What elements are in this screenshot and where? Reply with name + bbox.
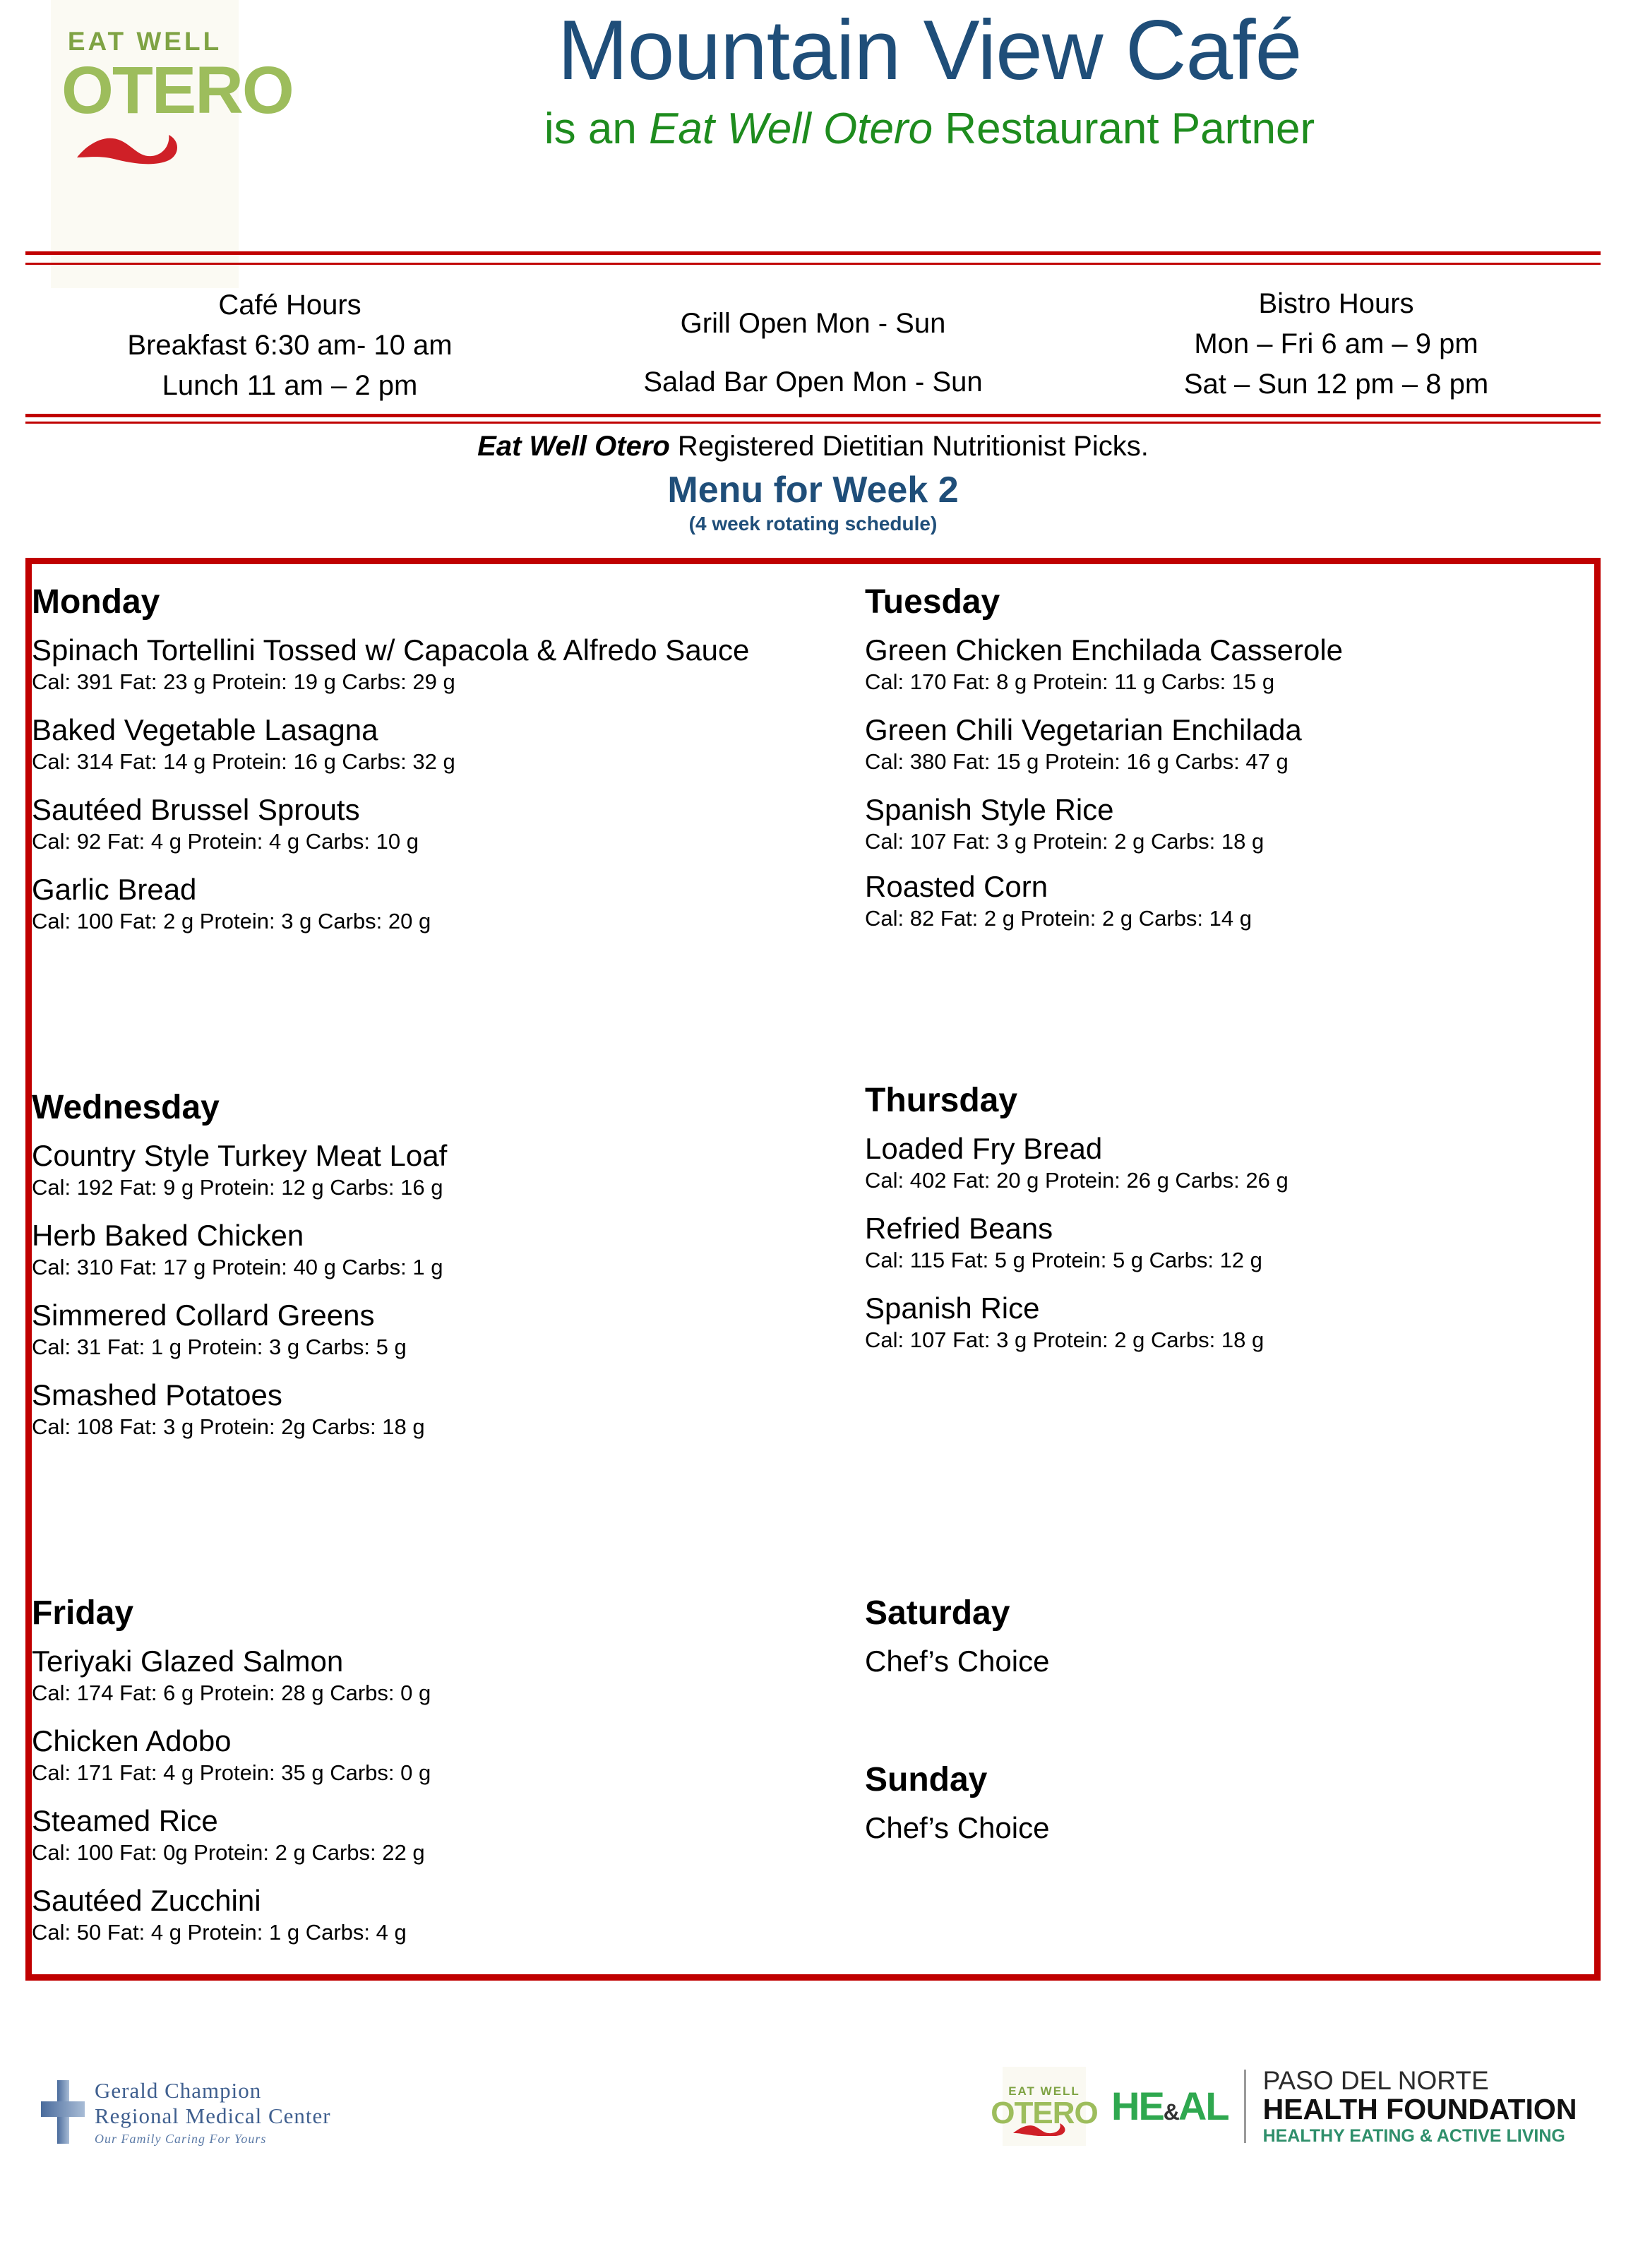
dish-nutrition: Cal: 171 Fat: 4 g Protein: 35 g Carbs: 0 g — [32, 1760, 431, 1785]
dish-name: Country Style Turkey Meat Loaf — [32, 1139, 448, 1172]
dish-nutrition: Cal: 108 Fat: 3 g Protein: 2g Carbs: 18 g — [32, 1414, 425, 1440]
ewo-small-eat-well: EAT WELL — [1008, 2084, 1080, 2098]
picks-rest: Registered Dietitian Nutritionist Picks. — [669, 431, 1149, 462]
day-block-monday — [32, 585, 749, 950]
cafe-hours-lunch: Lunch 11 am – 2 pm — [162, 369, 418, 401]
dish-nutrition: Cal: 402 Fat: 20 g Protein: 26 g Carbs: 26 g — [865, 1167, 1289, 1193]
logo-divider — [1244, 2070, 1246, 2143]
dish-nutrition: Cal: 192 Fat: 9 g Protein: 12 g Carbs: 16 g — [32, 1174, 443, 1200]
menu-item — [865, 1291, 1289, 1353]
dish-name: Spanish Rice — [865, 1291, 1040, 1325]
menu-column-right — [865, 585, 1586, 1974]
dish-name: Spinach Tortellini Tossed w/ Capacola & Alfredo Sauce — [32, 633, 750, 667]
bistro-hours-weekend: Sat – Sun 12 pm – 8 pm — [1183, 368, 1489, 400]
logo-otero-text: OTERO — [61, 53, 293, 128]
gcrmc-line1: Gerald Champion — [95, 2078, 262, 2103]
menu-item — [32, 1645, 431, 1706]
menu-item — [865, 870, 1343, 931]
cafe-hours-title: Café Hours — [218, 290, 361, 321]
bistro-hours-block — [1075, 274, 1598, 415]
dish-nutrition: Cal: 391 Fat: 23 g Protein: 19 g Carbs: 29 g — [32, 669, 455, 694]
menu-panel — [25, 558, 1601, 1981]
chef-choice-sunday: Chef’s Choice — [865, 1811, 1050, 1844]
hours-divider-bottom — [25, 414, 1601, 417]
heal-al: AL — [1178, 2084, 1229, 2128]
dish-name: Baked Vegetable Lasagna — [32, 713, 378, 747]
grill-open-line: Grill Open Mon - Sun — [680, 308, 946, 339]
day-block-tuesday — [865, 585, 1343, 947]
gerald-champion-text — [95, 2078, 331, 2147]
pdn-line1: PASO DEL NORTE — [1262, 2065, 1489, 2095]
dish-nutrition: Cal: 310 Fat: 17 g Protein: 40 g Carbs: 1 g — [32, 1254, 443, 1279]
pdn-line3: HEALTHY EATING & ACTIVE LIVING — [1262, 2126, 1565, 2147]
dish-name: Refried Beans — [865, 1212, 1053, 1246]
chili-pepper-icon — [74, 122, 213, 165]
dish-nutrition: Cal: 92 Fat: 4 g Protein: 4 g Carbs: 10 g — [32, 829, 419, 854]
ewo-small-otero: OTERO — [991, 2095, 1098, 2130]
chili-pepper-small-icon — [1012, 2120, 1077, 2136]
dish-nutrition: Cal: 174 Fat: 6 g Protein: 28 g Carbs: 0 g — [32, 1680, 431, 1705]
day-title-wednesday: Wednesday — [32, 1089, 220, 1126]
subtitle-prefix: is an — [544, 105, 650, 153]
logo-otero-wrap — [61, 53, 293, 149]
menu-item — [865, 1212, 1289, 1273]
dish-name: Sautéed Zucchini — [32, 1884, 261, 1918]
dish-nutrition: Cal: 50 Fat: 4 g Protein: 1 g Carbs: 4 g — [32, 1920, 407, 1945]
day-title-tuesday: Tuesday — [865, 583, 1000, 621]
menu-heading — [0, 428, 1626, 535]
heal-he: HE — [1111, 2084, 1164, 2128]
menu-item — [32, 1804, 431, 1866]
gcrmc-line2: Regional Medical Center — [95, 2103, 331, 2128]
dish-name: Garlic Bread — [32, 873, 197, 907]
menu-item — [32, 1378, 447, 1440]
page-header — [0, 0, 1626, 246]
dish-name: Loaded Fry Bread — [865, 1132, 1103, 1165]
header-divider-top — [25, 251, 1601, 255]
dish-nutrition: Cal: 170 Fat: 8 g Protein: 11 g Carbs: 15 g — [865, 669, 1275, 694]
dietitian-picks-line — [0, 428, 1626, 465]
paso-del-norte-logo — [1263, 2067, 1577, 2145]
sponsor-logos — [991, 2065, 1577, 2147]
dish-nutrition: Cal: 107 Fat: 3 g Protein: 2 g Carbs: 18 g — [865, 1327, 1265, 1352]
page-title: Mountain View Café — [557, 3, 1302, 97]
day-block-sunday — [865, 1763, 1049, 1845]
day-title-saturday: Saturday — [865, 1594, 1010, 1632]
dish-name: Herb Baked Chicken — [32, 1219, 304, 1253]
menu-item — [32, 793, 749, 854]
dish-name: Green Chicken Enchilada Casserole — [865, 633, 1344, 667]
menu-item — [32, 873, 749, 934]
menu-item — [32, 633, 749, 695]
menu-item — [32, 713, 749, 775]
subtitle-brand: Eat Well Otero — [649, 105, 933, 153]
chef-choice-saturday: Chef’s Choice — [865, 1645, 1050, 1678]
day-block-friday — [32, 1596, 431, 1961]
partner-subtitle — [254, 103, 1605, 155]
hours-divider-bottom-thin — [25, 422, 1601, 424]
dish-name: Roasted Corn — [865, 870, 1048, 904]
dish-nutrition: Cal: 31 Fat: 1 g Protein: 3 g Carbs: 5 g — [32, 1335, 407, 1359]
day-title-sunday: Sunday — [865, 1761, 988, 1798]
menu-item — [32, 1299, 447, 1360]
eat-well-otero-small-logo — [991, 2067, 1098, 2146]
salad-bar-open-line: Salad Bar Open Mon - Sun — [643, 366, 983, 398]
dish-name: Steamed Rice — [32, 1804, 218, 1838]
grill-hours-block — [551, 274, 1075, 415]
medical-cross-icon — [41, 2080, 85, 2144]
day-title-monday: Monday — [32, 583, 160, 621]
menu-item — [32, 1219, 447, 1280]
menu-item — [32, 1139, 447, 1200]
menu-item — [32, 1724, 431, 1786]
dish-nutrition: Cal: 115 Fat: 5 g Protein: 5 g Carbs: 12 g — [865, 1247, 1262, 1272]
bistro-hours-weekday: Mon – Fri 6 am – 9 pm — [1194, 328, 1478, 359]
dish-name: Chicken Adobo — [32, 1724, 232, 1758]
subtitle-suffix: Restaurant Partner — [933, 105, 1315, 153]
menu-item — [865, 713, 1343, 775]
day-block-thursday — [865, 1084, 1289, 1368]
day-block-saturday — [865, 1596, 1049, 1678]
hours-band — [0, 274, 1626, 415]
logo-eat-well-text: EAT WELL — [67, 27, 222, 56]
dish-nutrition: Cal: 314 Fat: 14 g Protein: 16 g Carbs: 32 g — [32, 748, 455, 774]
header-divider-top-thin — [25, 263, 1601, 265]
dish-nutrition: Cal: 380 Fat: 15 g Protein: 16 g Carbs: 47 g — [865, 748, 1289, 774]
gerald-champion-logo — [41, 2078, 331, 2147]
menu-item — [865, 793, 1343, 854]
dish-name: Teriyaki Glazed Salmon — [32, 1645, 344, 1678]
bistro-hours-title: Bistro Hours — [1258, 288, 1414, 319]
menu-rotation-note: (4 week rotating schedule) — [688, 513, 938, 535]
dish-nutrition: Cal: 107 Fat: 3 g Protein: 2 g Carbs: 18 g — [865, 829, 1265, 854]
dish-nutrition: Cal: 100 Fat: 0g Protein: 2 g Carbs: 22 g — [32, 1840, 425, 1865]
menu-column-left — [32, 585, 865, 1974]
menu-item — [865, 633, 1343, 695]
heal-logo — [1111, 2084, 1229, 2128]
dish-name: Simmered Collard Greens — [32, 1299, 375, 1332]
pdn-line2: HEALTH FOUNDATION — [1262, 2093, 1577, 2126]
page-footer — [0, 2051, 1626, 2263]
day-block-wednesday — [32, 1091, 447, 1455]
day-title-friday: Friday — [32, 1594, 134, 1632]
picks-brand: Eat Well Otero — [477, 431, 670, 462]
menu-item — [865, 1132, 1289, 1193]
dish-name: Spanish Style Rice — [865, 793, 1114, 827]
dish-nutrition: Cal: 82 Fat: 2 g Protein: 2 g Carbs: 14 g — [865, 906, 1252, 931]
title-block — [254, 3, 1605, 155]
heal-amp: & — [1163, 2099, 1178, 2125]
cafe-hours-breakfast: Breakfast 6:30 am- 10 am — [127, 329, 453, 361]
eat-well-otero-logo — [51, 0, 293, 288]
dish-name: Sautéed Brussel Sprouts — [32, 793, 360, 827]
ewo-logo-graphic — [61, 27, 293, 149]
dish-name: Green Chili Vegetarian Enchilada — [865, 713, 1302, 747]
gcrmc-tagline: Our Family Caring For Yours — [95, 2131, 267, 2146]
dish-name: Smashed Potatoes — [32, 1378, 282, 1412]
menu-week-title: Menu for Week 2 — [667, 470, 959, 511]
dish-nutrition: Cal: 100 Fat: 2 g Protein: 3 g Carbs: 20 g — [32, 909, 431, 934]
menu-item — [32, 1884, 431, 1945]
day-title-thursday: Thursday — [865, 1082, 1018, 1119]
cafe-hours-block — [28, 274, 551, 415]
